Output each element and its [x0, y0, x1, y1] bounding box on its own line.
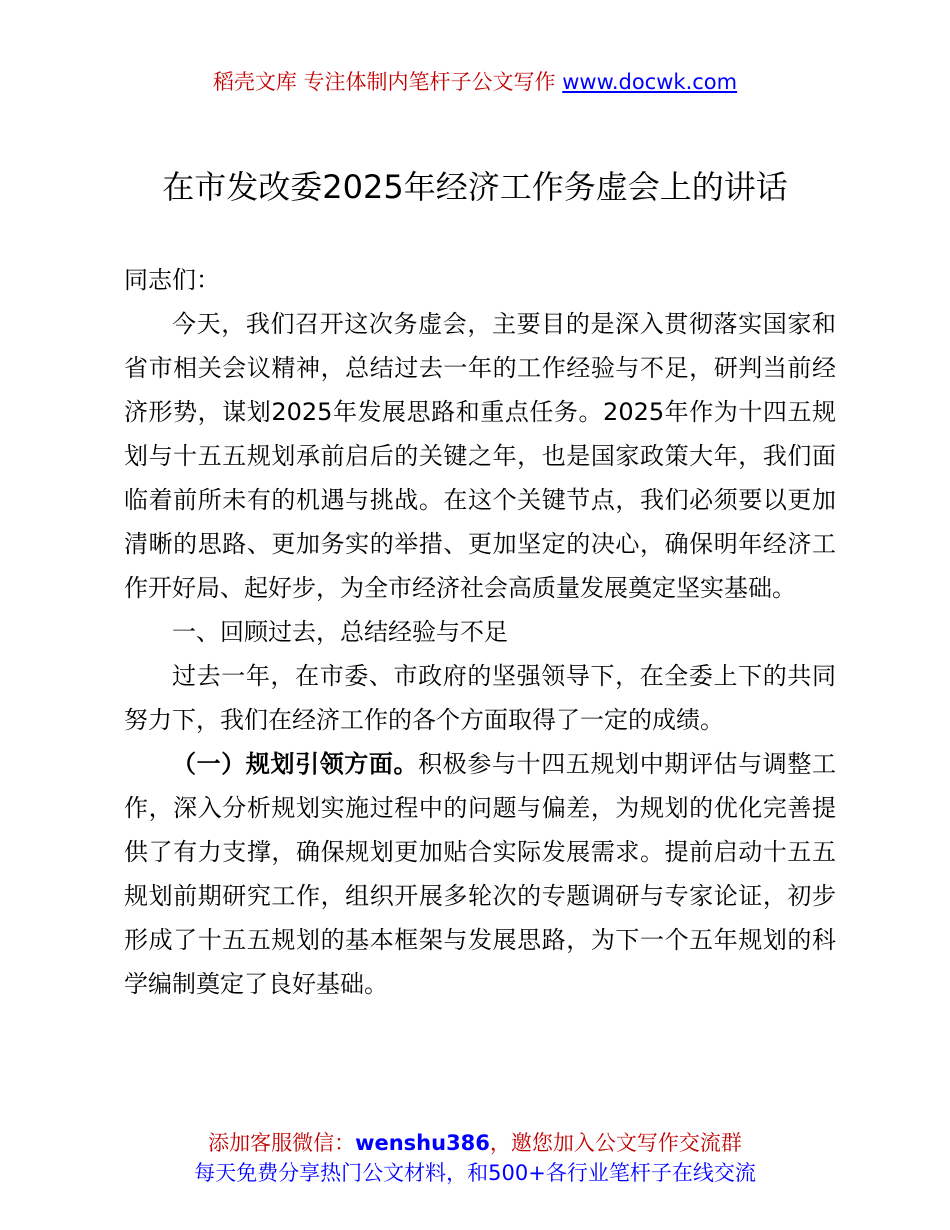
- document-body: [124, 258, 836, 1006]
- subsection-heading: （一）规划引领方面。: [172, 750, 419, 778]
- footer-wechat-suffix: ，邀您加入公文写作交流群: [489, 1131, 742, 1155]
- site-header: [0, 68, 950, 96]
- document-title: 在市发改委2025年经济工作务虚会上的讲话: [162, 168, 788, 206]
- wechat-id: wenshu386: [355, 1131, 490, 1155]
- paragraph-intro: 今天，我们召开这次务虚会，主要目的是深入贯彻落实国家和省市相关会议精神，总结过去一年的工作经验与不足，研判当前经济形势，谋划2025年发展思路和重点任务。2025年作为十四五规划与十五五规划承前启后的关键之年，也是国家政策大年，我们面临着前所未有的机遇与挑战。在这个关键节点，我们必须要以更加清晰的思路、更加务实的举措、更加坚定的决心，确保明年经济工作开好局、起好步，为全市经济社会高质量发展奠定坚实基础。: [124, 310, 836, 602]
- promo-footer: [0, 1128, 950, 1188]
- paragraph-planning: [124, 742, 836, 1006]
- paragraph-planning-text: 积极参与十四五规划中期评估与调整工作，深入分析规划实施过程中的问题与偏差，为规划的优化完善提供了有力支撑，确保规划更加贴合实际发展需求。提前启动十五五规划前期研究工作，组织开展多轮次的专题调研与专家论证，初步形成了十五五规划的基本框架与发展思路，为下一个五年规划的科学编制奠定了良好基础。: [124, 750, 837, 998]
- footer-line-wechat: [0, 1128, 950, 1158]
- site-url-link[interactable]: www.docwk.com: [562, 70, 738, 94]
- section-heading: 一、回顾过去，总结经验与不足: [172, 618, 508, 646]
- site-header-text: 稻壳文库 专注体制内笔杆子公文写作: [212, 70, 563, 94]
- paragraph-review: 过去一年，在市委、市政府的坚强领导下，在全委上下的共同努力下，我们在经济工作的各个方面取得了一定的成绩。: [124, 662, 836, 734]
- footer-wechat-prefix: 添加客服微信：: [208, 1131, 356, 1155]
- footer-line-share: 每天免费分享热门公文材料，和500+各行业笔杆子在线交流: [194, 1161, 756, 1185]
- salutation: 同志们：: [124, 266, 220, 294]
